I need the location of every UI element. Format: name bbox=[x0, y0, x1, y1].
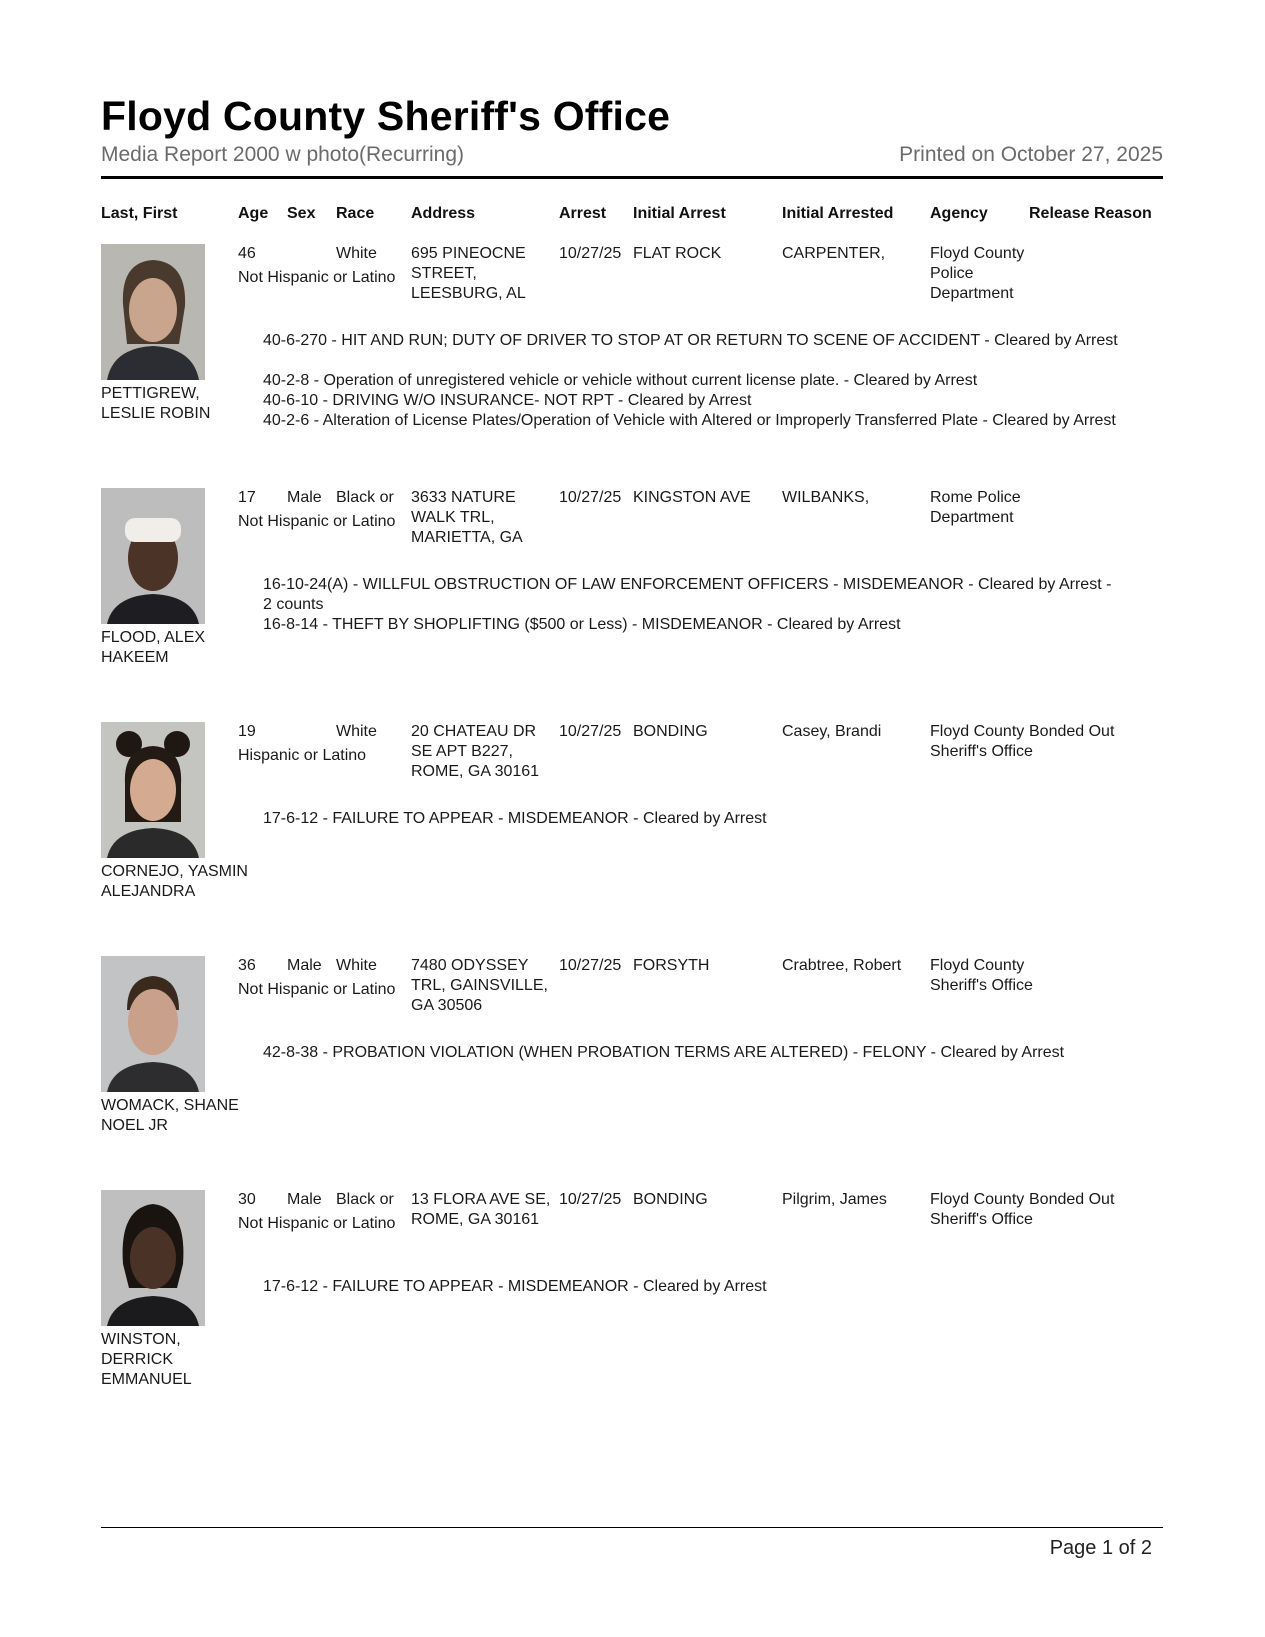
mugshot-photo bbox=[101, 956, 205, 1092]
col-header-name: Last, First bbox=[101, 205, 178, 222]
charge-item: 40-6-270 - HIT AND RUN; DUTY OF DRIVER TO STOP AT OR RETURN TO SCENE OF ACCIDENT - Cleared by Arrest bbox=[263, 332, 1118, 349]
ethnicity: Not Hispanic or Latino bbox=[238, 1215, 396, 1232]
race: White bbox=[336, 245, 377, 262]
race: White bbox=[336, 723, 377, 740]
ethnicity: Not Hispanic or Latino bbox=[238, 269, 396, 286]
mugshot-photo bbox=[101, 722, 205, 858]
initial-arrested: CARPENTER, bbox=[782, 245, 886, 262]
col-header-sex: Sex bbox=[287, 205, 316, 222]
release-reason: Bonded Out bbox=[1029, 1191, 1115, 1208]
age: 19 bbox=[238, 723, 256, 740]
charge-item: 16-8-14 - THEFT BY SHOPLIFTING ($500 or Less) - MISDEMEANOR - Cleared by Arrest bbox=[263, 616, 901, 633]
header-divider bbox=[101, 176, 1163, 179]
race: Black or bbox=[336, 1191, 394, 1208]
age: 30 bbox=[238, 1191, 256, 1208]
initial-arrested: WILBANKS, bbox=[782, 489, 870, 506]
charge-item: 16-10-24(A) - WILLFUL OBSTRUCTION OF LAW ENFORCEMENT OFFICERS - MISDEMEANOR - Cleared by Arrest - bbox=[263, 576, 1112, 593]
col-header-address: Address bbox=[411, 205, 476, 222]
charge-item: 40-6-10 - DRIVING W/O INSURANCE- NOT RPT - Cleared by Arrest bbox=[263, 392, 752, 409]
col-header-initial-arrested: Initial Arrested bbox=[782, 205, 894, 222]
address: 7480 ODYSSEY TRL, GAINSVILLE, GA 30506 bbox=[411, 957, 548, 1014]
report-title: Floyd County Sheriff's Office bbox=[101, 93, 671, 139]
charges-list bbox=[263, 575, 1163, 635]
printed-date: Printed on October 27, 2025 bbox=[899, 143, 1163, 166]
charge-item: 40-2-6 - Alteration of License Plates/Operation of Vehicle with Altered or Improperly Transferred Plate - Cleared by Arrest bbox=[263, 412, 1116, 429]
person-name: WINSTON, DERRICK EMMANUEL bbox=[101, 1331, 192, 1388]
age: 36 bbox=[238, 957, 256, 974]
address: 13 FLORA AVE SE, ROME, GA 30161 bbox=[411, 1191, 551, 1228]
initial-arrest: BONDING bbox=[633, 723, 708, 740]
arrest-date: 10/27/25 bbox=[559, 245, 622, 262]
sex: Male bbox=[287, 489, 322, 506]
address: 695 PINEOCNE STREET, LEESBURG, AL bbox=[411, 245, 526, 302]
page-number: Page 1 of 2 bbox=[1049, 1537, 1152, 1559]
arrest-date: 10/27/25 bbox=[559, 489, 622, 506]
footer-divider bbox=[101, 1527, 1163, 1528]
charges-list bbox=[263, 1043, 1163, 1063]
report-subtitle: Media Report 2000 w photo(Recurring) bbox=[101, 143, 465, 166]
charge-item: 17-6-12 - FAILURE TO APPEAR - MISDEMEANOR - Cleared by Arrest bbox=[263, 1278, 767, 1295]
race: White bbox=[336, 957, 377, 974]
arrest-date: 10/27/25 bbox=[559, 957, 622, 974]
charges-list bbox=[263, 809, 1163, 829]
charge-item: 2 counts bbox=[263, 596, 324, 613]
charge-item: 40-2-8 - Operation of unregistered vehicle or vehicle without current license plate. - Cleared by Arrest bbox=[263, 372, 978, 389]
col-header-age: Age bbox=[238, 205, 269, 222]
ethnicity: Not Hispanic or Latino bbox=[238, 981, 396, 998]
arrest-date: 10/27/25 bbox=[559, 723, 622, 740]
agency: Floyd County Sheriff's Office bbox=[930, 957, 1033, 994]
initial-arrested: Pilgrim, James bbox=[782, 1191, 887, 1208]
sex: Male bbox=[287, 1191, 322, 1208]
sex: Male bbox=[287, 957, 322, 974]
age: 46 bbox=[238, 245, 256, 262]
initial-arrested: Crabtree, Robert bbox=[782, 957, 902, 974]
mugshot-photo bbox=[101, 244, 205, 380]
person-name: FLOOD, ALEX HAKEEM bbox=[101, 629, 206, 666]
person-name: PETTIGREW, LESLIE ROBIN bbox=[101, 385, 211, 422]
col-header-agency: Agency bbox=[930, 205, 988, 222]
agency: Floyd County Police Department bbox=[930, 245, 1025, 302]
charge-item: 42-8-38 - PROBATION VIOLATION (WHEN PROBATION TERMS ARE ALTERED) - FELONY - Cleared by Arrest bbox=[263, 1044, 1065, 1061]
address: 20 CHATEAU DR SE APT B227, ROME, GA 30161 bbox=[411, 723, 540, 780]
col-header-race: Race bbox=[336, 205, 375, 222]
person-name: WOMACK, SHANE NOEL JR bbox=[101, 1097, 239, 1134]
initial-arrest: FORSYTH bbox=[633, 957, 710, 974]
col-header-release-reason: Release Reason bbox=[1029, 205, 1152, 222]
agency: Rome Police Department bbox=[930, 489, 1021, 526]
person-name: CORNEJO, YASMIN ALEJANDRA bbox=[101, 863, 248, 900]
ethnicity: Hispanic or Latino bbox=[238, 747, 367, 764]
col-header-initial-arrest: Initial Arrest bbox=[633, 205, 726, 222]
agency: Floyd County Sheriff's Office bbox=[930, 723, 1033, 760]
agency: Floyd County Sheriff's Office bbox=[930, 1191, 1033, 1228]
arrest-date: 10/27/25 bbox=[559, 1191, 622, 1208]
address: 3633 NATURE WALK TRL, MARIETTA, GA bbox=[411, 489, 523, 546]
age: 17 bbox=[238, 489, 256, 506]
col-header-arrest: Arrest bbox=[559, 205, 607, 222]
release-reason: Bonded Out bbox=[1029, 723, 1115, 740]
charges-list bbox=[263, 331, 1163, 431]
mugshot-photo bbox=[101, 1190, 205, 1326]
initial-arrest: FLAT ROCK bbox=[633, 245, 722, 262]
race: Black or bbox=[336, 489, 394, 506]
charges-list bbox=[263, 1277, 1163, 1297]
mugshot-photo bbox=[101, 488, 205, 624]
initial-arrest: KINGSTON AVE bbox=[633, 489, 751, 506]
ethnicity: Not Hispanic or Latino bbox=[238, 513, 396, 530]
initial-arrest: BONDING bbox=[633, 1191, 708, 1208]
charge-item: 17-6-12 - FAILURE TO APPEAR - MISDEMEANOR - Cleared by Arrest bbox=[263, 810, 767, 827]
initial-arrested: Casey, Brandi bbox=[782, 723, 882, 740]
